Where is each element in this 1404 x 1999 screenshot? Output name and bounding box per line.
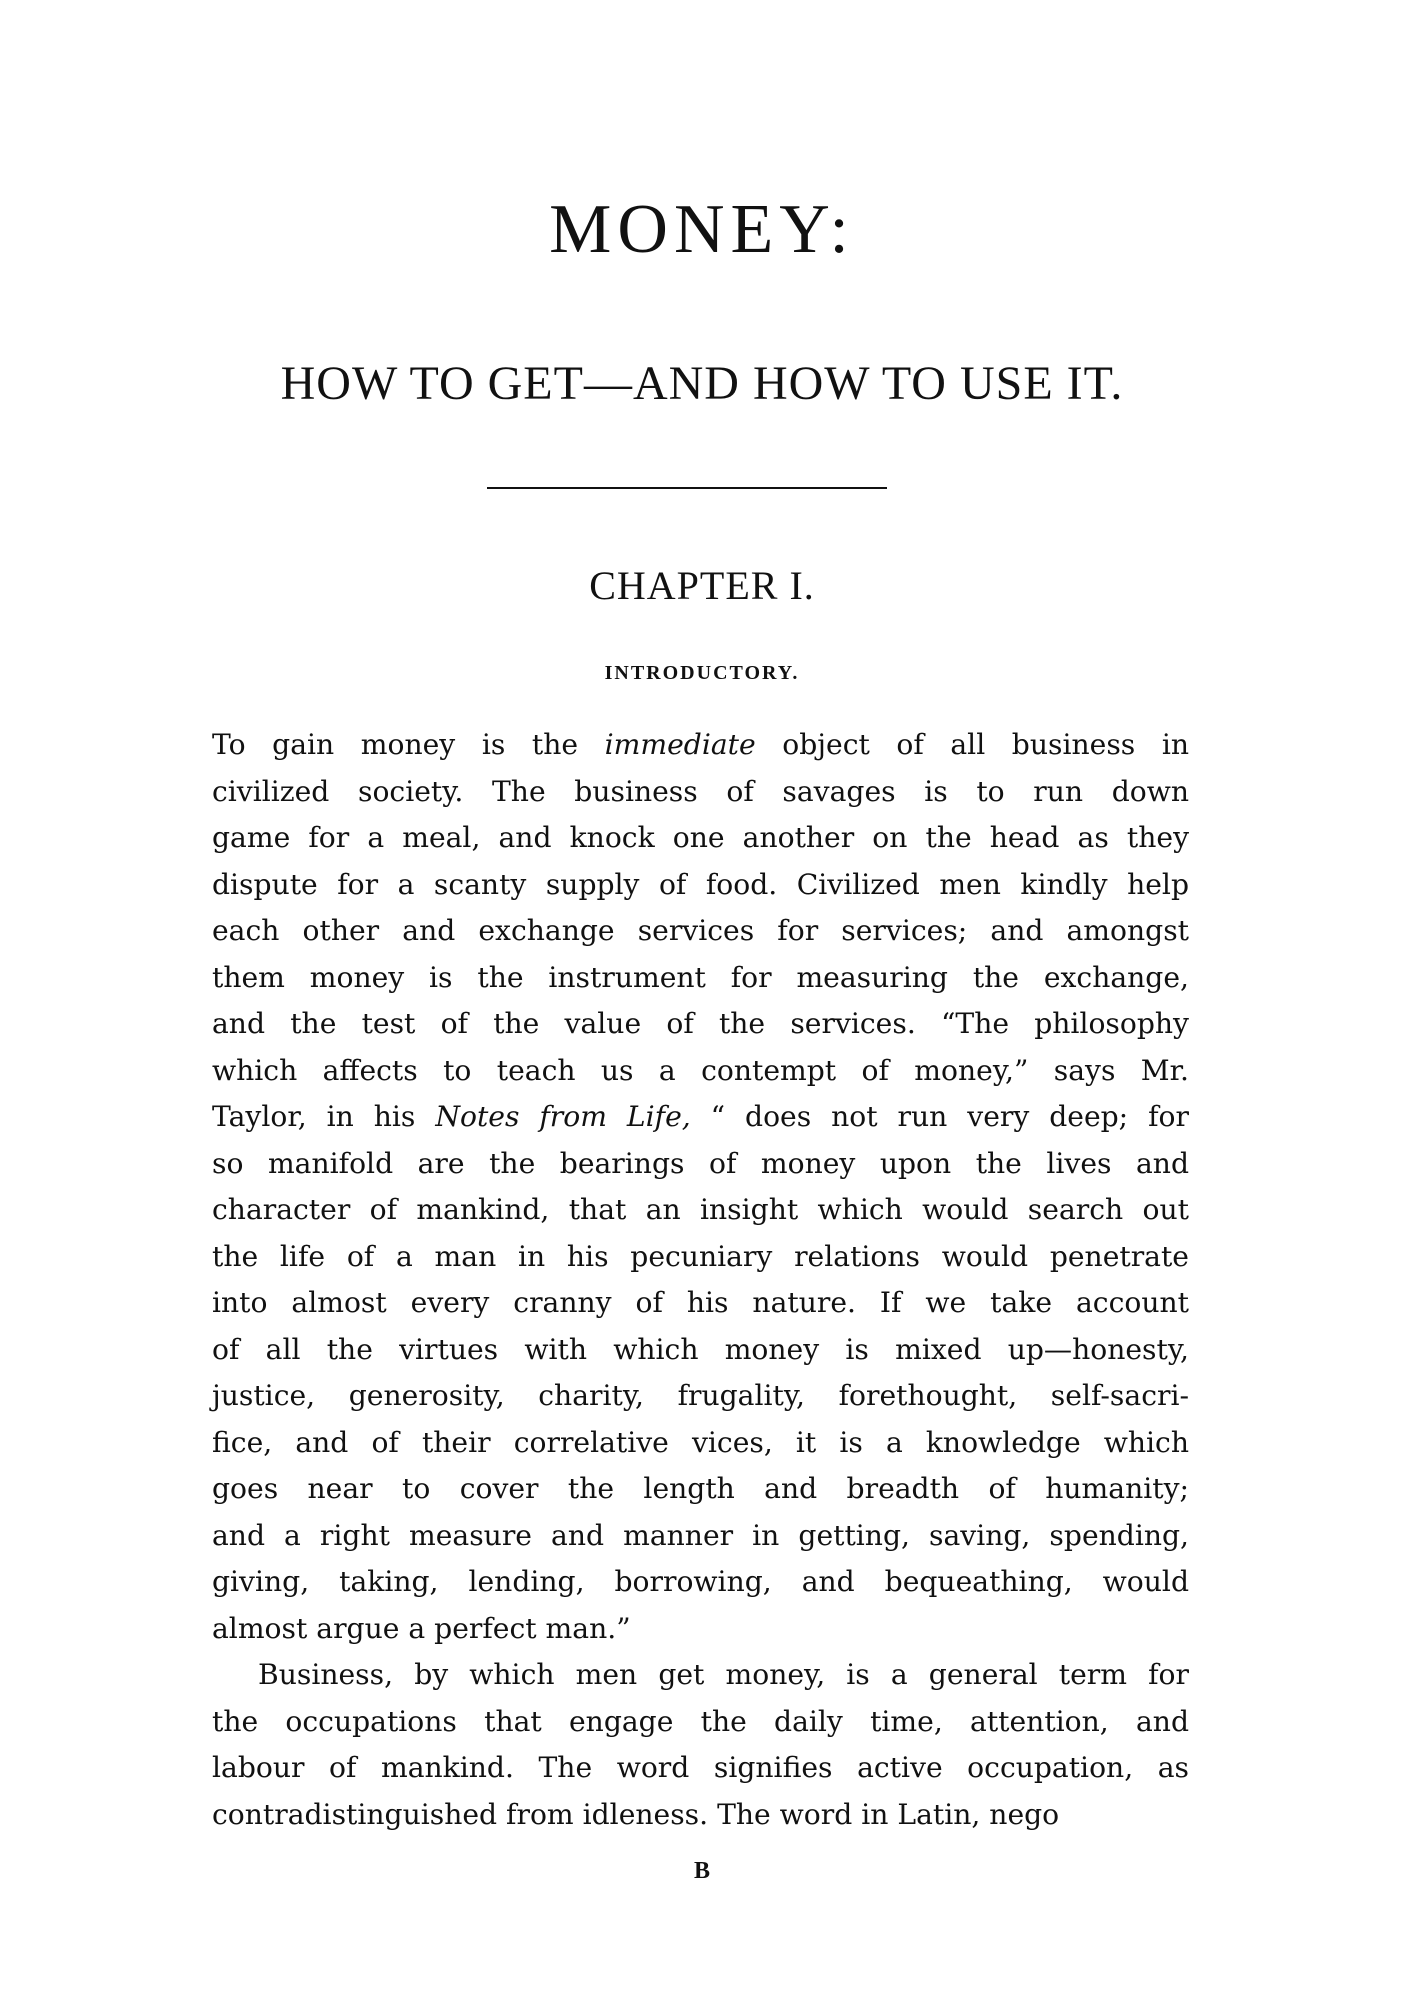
line-text: the occupations that engage the daily time, attention, and (212, 1704, 1189, 1738)
text-line (212, 908, 1189, 955)
text-line (212, 1048, 1189, 1095)
line-text: justice, generosity, charity, frugality, forethought, self-sacri- (212, 1379, 1189, 1412)
line-text: labour of mankind. The word signifies active occupation, as (212, 1751, 1189, 1784)
line-text: civilized society. The business of savages is to run down (212, 774, 1189, 808)
title-divider (487, 487, 887, 489)
chapter-subheading: INTRODUCTORY. (604, 662, 800, 684)
text-line (212, 1466, 1189, 1513)
italic-text: Notes from Life, (435, 1100, 691, 1133)
text-line (212, 1513, 1189, 1560)
text-line (212, 1094, 1189, 1141)
text-line (212, 1652, 1189, 1699)
line-text: game for a meal, and knock one another on the head as they (212, 821, 1189, 854)
text-line (212, 1280, 1189, 1327)
text-line (212, 862, 1189, 909)
line-text: Business, by which men get money, is a general term for (258, 1658, 1189, 1691)
text-line (212, 1327, 1189, 1374)
body-text (212, 722, 1189, 1838)
line-text: character of mankind, that an insight which would search out (212, 1193, 1189, 1226)
line-text: object of all business in (755, 728, 1189, 761)
text-line (212, 1606, 1189, 1653)
line-text: goes near to cover the length and breadth of humanity; (212, 1472, 1189, 1505)
text-line (212, 1141, 1189, 1188)
italic-text: immediate (604, 728, 756, 761)
signature-mark: B (693, 1858, 710, 1884)
text-line (212, 1420, 1189, 1467)
line-text: dispute for a scanty supply of food. Civilized men kindly help (212, 867, 1189, 901)
text-line (212, 1699, 1189, 1746)
line-text: and a right measure and manner in getting, saving, spending, (212, 1518, 1189, 1552)
line-text: To gain money is the (212, 728, 605, 761)
line-text: into almost every cranny of his nature. If we take account (212, 1286, 1189, 1319)
text-line (212, 955, 1189, 1002)
text-line (212, 1373, 1189, 1420)
line-text: almost argue a perfect man.” (212, 1611, 631, 1645)
text-line (212, 1745, 1189, 1792)
text-line (212, 1001, 1189, 1048)
line-text: and the test of the value of the services. “The philosophy (212, 1007, 1189, 1040)
line-text: giving, taking, lending, borrowing, and bequeathing, would (212, 1565, 1189, 1598)
line-text: the life of a man in his pecuniary relations would penetrate (212, 1239, 1189, 1273)
book-title: MONEY: (549, 191, 855, 268)
line-text: which affects to teach us a contempt of money,” says Mr. (212, 1053, 1189, 1087)
text-line (212, 1234, 1189, 1281)
line-text: so manifold are the bearings of money upon the lives and (212, 1146, 1189, 1180)
book-subtitle: HOW TO GET—AND HOW TO USE IT. (280, 357, 1124, 410)
chapter-heading: CHAPTER I. (589, 563, 815, 608)
text-line (212, 1187, 1189, 1234)
line-text: Taylor, in his (212, 1100, 436, 1133)
text-line (212, 1559, 1189, 1606)
line-text: each other and exchange services for services; and amongst (212, 914, 1189, 947)
line-text: fice, and of their correlative vices, it is a knowledge which (212, 1425, 1189, 1459)
text-line (212, 815, 1189, 862)
text-line (212, 769, 1189, 816)
line-text: of all the virtues with which money is mixed up—honesty, (212, 1332, 1189, 1366)
line-text: them money is the instrument for measuring the exchange, (212, 960, 1189, 994)
line-text: “ does not run very deep; for (690, 1100, 1189, 1133)
text-line (212, 1792, 1189, 1839)
line-text: contradistinguished from idleness. The word in Latin, nego (212, 1797, 1060, 1831)
text-line (212, 722, 1189, 769)
